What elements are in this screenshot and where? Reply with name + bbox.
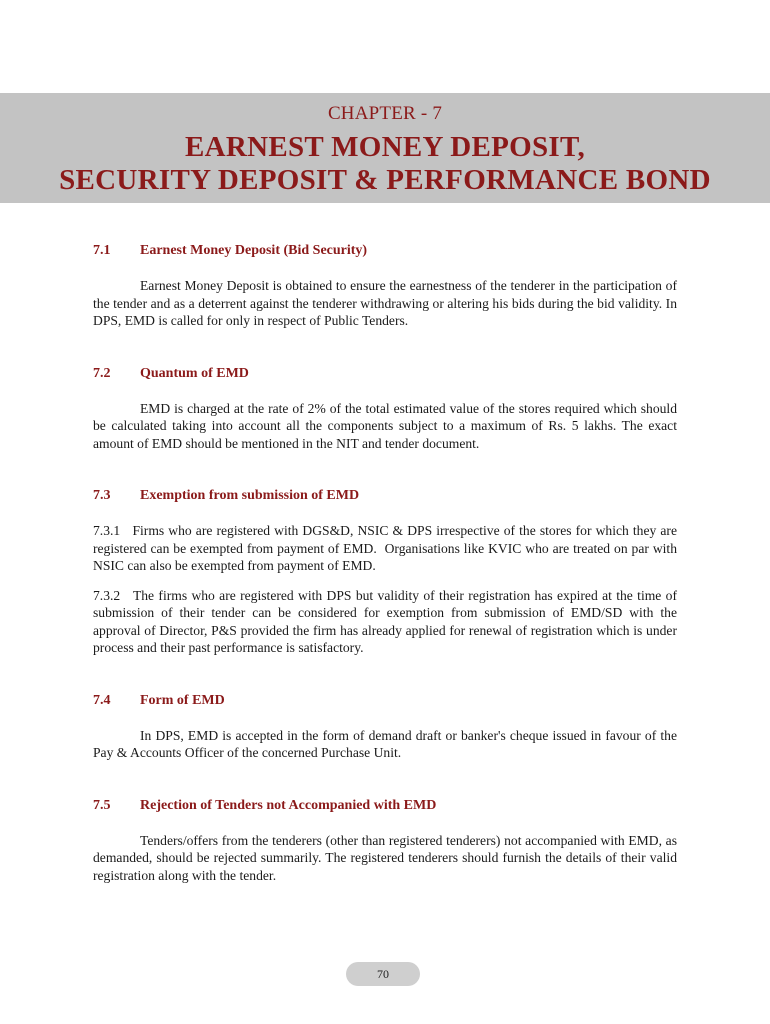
section-paragraph: In DPS, EMD is accepted in the form of demand draft or banker's cheque issued in favour of the Pay & Accounts Officer of the concerned Purchase Unit. bbox=[93, 727, 677, 760]
subsection-paragraph: 7.3.2 The firms who are registered with DPS but validity of their registration has expired at the time of submission of their tender can be considered for exemption from submission of EMD/SD with the approval of Director, P&S provided the firm has already applied for renewal of registration which is under process and their past performance is satisfactory. bbox=[93, 587, 681, 655]
section-heading bbox=[93, 364, 677, 384]
section-paragraph: Tenders/offers from the tenderers (other than registered tenderers) not accompanied with EMD, as demanded, should be rejected summarily. The registered tenderers should furnish the details of their valid registration along with the tender. bbox=[93, 832, 677, 883]
section-heading bbox=[93, 486, 677, 506]
chapter-title-line-1: EARNEST MONEY DEPOSIT, bbox=[184, 131, 586, 163]
section-7-3 bbox=[93, 486, 681, 657]
section-heading bbox=[93, 796, 677, 816]
section-title: Form of EMD bbox=[140, 692, 225, 708]
section-heading bbox=[93, 241, 677, 261]
chapter-title-line-2: SECURITY DEPOSIT & PERFORMANCE BOND bbox=[59, 164, 711, 196]
section-title: Earnest Money Deposit (Bid Security) bbox=[140, 243, 368, 258]
chapter-label: CHAPTER - 7 bbox=[327, 103, 443, 124]
section-title: Rejection of Tenders not Accompanied with EMD bbox=[140, 797, 437, 813]
section-7-4 bbox=[93, 691, 677, 762]
section-title: Quantum of EMD bbox=[140, 365, 249, 381]
section-number: 7.1 bbox=[93, 243, 111, 258]
subsection-paragraph: 7.3.1 Firms who are registered with DGS&D, NSIC & DPS irrespective of the stores for which they are registered can be exempted from payment of EMD. Organisations like KVIC who are treated on par with NSIC can also be exempted from payment of EMD. bbox=[93, 523, 681, 573]
section-paragraph: EMD is charged at the rate of 2% of the total estimated value of the stores required which should be calculated taking into account all the components subject to a maximum of Rs. 5 lakhs. The exact amount of EMD should be mentioned in the NIT and tender document. bbox=[93, 400, 677, 451]
section-number: 7.5 bbox=[93, 797, 111, 813]
section-paragraph: Earnest Money Deposit is obtained to ensure the earnestness of the tenderer in the participation of the tender and as a deterrent against the tenderer withdrawing or altering his bids during the bid validity. In DPS, EMD is called for only in respect of Public Tenders. bbox=[93, 278, 677, 328]
section-7-1 bbox=[93, 241, 677, 330]
section-7-5 bbox=[93, 796, 677, 885]
chapter-banner bbox=[0, 93, 770, 203]
page-content bbox=[93, 241, 681, 896]
section-number: 7.2 bbox=[93, 365, 111, 381]
section-7-2 bbox=[93, 364, 677, 453]
section-title: Exemption from submission of EMD bbox=[140, 488, 360, 503]
section-heading bbox=[93, 691, 677, 711]
section-number: 7.4 bbox=[93, 692, 111, 708]
section-number: 7.3 bbox=[93, 488, 111, 503]
page-number: 70 bbox=[346, 962, 420, 986]
chapter-title bbox=[0, 131, 770, 197]
